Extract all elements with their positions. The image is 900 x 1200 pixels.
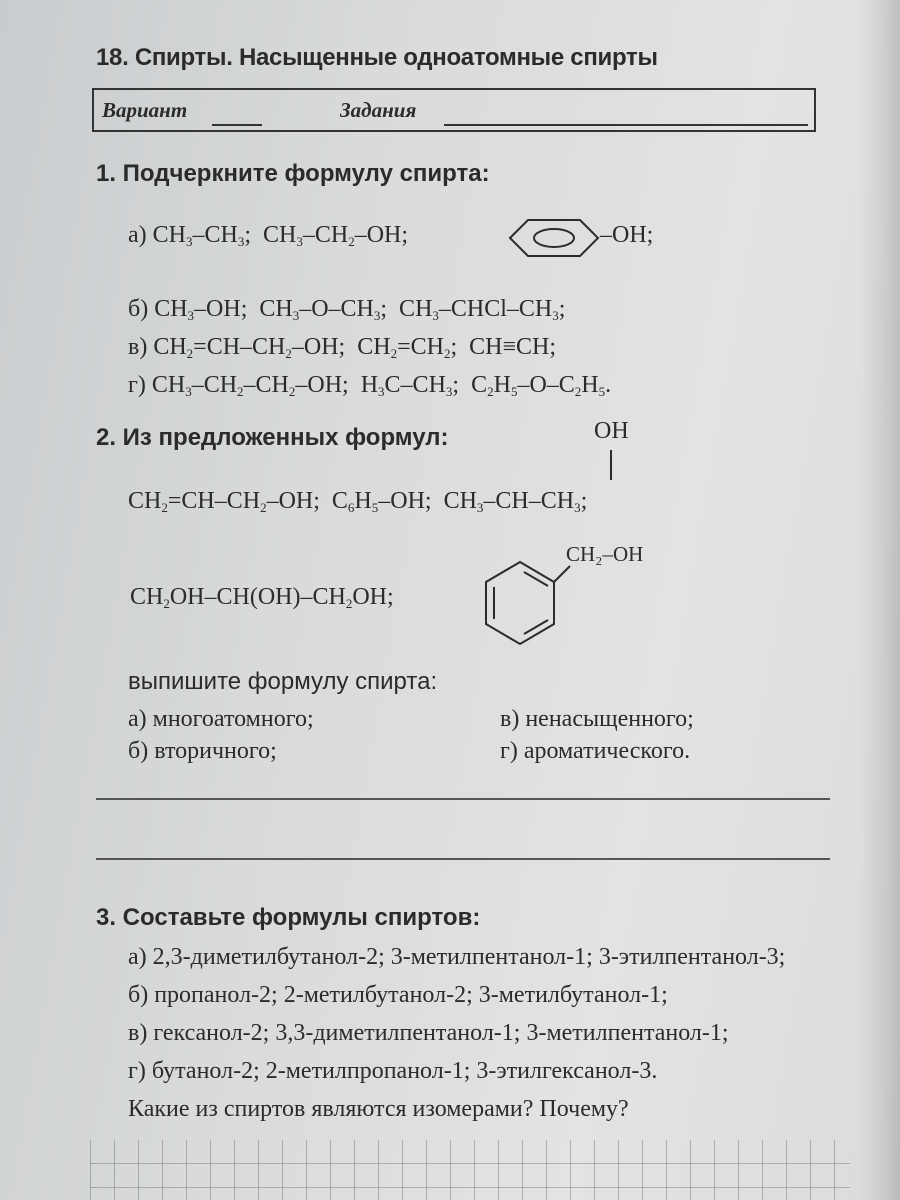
task1-v-prefix: в) <box>128 334 148 360</box>
task2-option-v: в) ненасыщенного; <box>500 706 694 732</box>
tasks-label: Задания <box>340 98 417 122</box>
oh-bond <box>610 450 612 480</box>
page-title: 18. Спирты. Насыщенные одноатомные спирты <box>96 44 658 71</box>
task2-option-b: б) вторичного; <box>128 738 277 764</box>
task1-b-prefix: б) <box>128 296 149 322</box>
task2-write-prompt: выпишите формулу спирта: <box>128 668 438 695</box>
header-box <box>92 88 816 132</box>
variant-field[interactable] <box>212 124 262 126</box>
task2-formula-glycerol: $CH_2OH-CH(OH)-CH_2OH$; <box>130 584 394 611</box>
phenol-oh: –OH; <box>600 222 654 248</box>
task1-g-prefix: г) <box>128 372 146 398</box>
task1-line-g: г) $CH_3-CH_2-CH_2-OH$; $H_3C-CH_3$; $C_2H_5-O-C_2H_5$. <box>128 372 612 399</box>
task1-line-v: в) $CH_2=CH-CH_2-OH$; $CH_2=CH_2$; CH≡CH; <box>128 334 556 361</box>
task2-prompt: 2. Из предложенных формул: <box>96 424 449 451</box>
task3-a: а) 2,3-диметилбутанол-2; 3-метилпентанол-1; 3-этилпентанол-3; <box>128 944 786 970</box>
variant-label: Вариант <box>102 98 188 122</box>
tasks-field[interactable] <box>444 124 808 126</box>
task1-prompt: 1. Подчеркните формулу спирта: <box>96 160 490 187</box>
task2-option-a: а) многоатомного; <box>128 706 314 732</box>
isopropanol-oh: OH <box>594 418 629 444</box>
answer-line-2[interactable] <box>96 858 830 860</box>
task3-v: в) гексанол-2; 3,3-диметилпентанол-1; 3-метилпентанол-1; <box>128 1020 729 1046</box>
task1-line-b: б) $CH_3-OH$; $CH_3-O-CH_3$; $CH_3-CHCl-CH_3$; <box>128 296 566 323</box>
task1-a-prefix: а) <box>128 222 147 248</box>
answer-grid[interactable] <box>90 1140 850 1200</box>
answer-line-1[interactable] <box>96 798 830 800</box>
task2-formula-row1: $CH_2=CH-CH_2-OH$; $C_6H_5-OH$; $CH_3-CH-CH_3$; <box>128 488 588 515</box>
task2-option-g: г) ароматического. <box>500 738 691 764</box>
task3-g: г) бутанол-2; 2-метилпропанол-1; 3-этилгексанол-3. <box>128 1058 658 1084</box>
benzene-ring-icon <box>470 552 610 662</box>
page-edge-shadow <box>860 0 900 1200</box>
task3-prompt: 3. Составьте формулы спиртов: <box>96 904 481 931</box>
task3-b: б) пропанол-2; 2-метилбутанол-2; 3-метилбутанол-1; <box>128 982 668 1008</box>
task1-line-a: а) $CH_3-CH_3$; $CH_3-CH_2-OH$; <box>128 222 409 249</box>
phenyl-ring-icon <box>508 218 600 258</box>
benzyl-substituent: CH₂–OH <box>566 542 644 566</box>
task3-question: Какие из спиртов являются изомерами? Почему? <box>128 1096 629 1122</box>
